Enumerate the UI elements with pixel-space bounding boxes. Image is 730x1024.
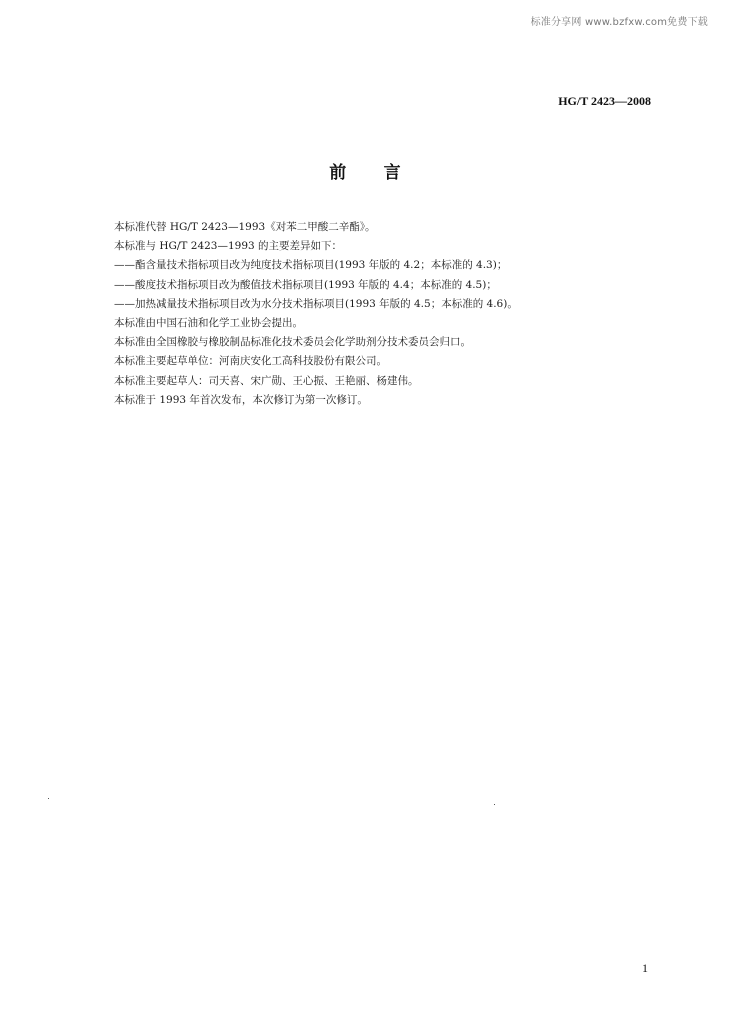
page-title: 前言: [329, 163, 439, 183]
watermark-text: 标准分享网 www.bzfxw.com免费下载: [530, 17, 708, 28]
paragraph-line: 本标准与 HG/T 2423—1993 的主要差异如下：: [114, 240, 343, 253]
paragraph-line: 本标准主要起草单位：河南庆安化工高科技股份有限公司。: [114, 355, 387, 368]
list-item: ——酯含量技术指标项目改为纯度技术指标项目(1993 年版的 4.2；本标准的 4.3)；: [114, 259, 508, 272]
scan-speck: [494, 804, 495, 805]
paragraph-line: 本标准由中国石油和化学工业协会提出。: [114, 317, 303, 330]
foreword-body: [114, 218, 634, 410]
page-number: 1: [642, 961, 648, 975]
paragraph-line: 本标准主要起草人：司天喜、宋广勋、王心振、王艳丽、杨建伟。: [114, 374, 419, 387]
list-item: ——酸度技术指标项目改为酸值技术指标项目(1993 年版的 4.4；本标准的 4.5)；: [114, 278, 497, 291]
paragraph-line: 本标准由全国橡胶与橡胶制品标准化技术委员会化学助剂分技术委员会归口。: [114, 336, 471, 349]
paragraph-line: 本标准于 1993 年首次发布，本次修订为第一次修订。: [114, 393, 368, 406]
list-item: ——加热减量技术指标项目改为水分技术指标项目(1993 年版的 4.5；本标准的 4.6)。: [114, 297, 518, 310]
scan-speck: [48, 798, 49, 799]
paragraph-line: 本标准代替 HG/T 2423—1993《对苯二甲酸二辛酯》。: [114, 221, 376, 233]
standard-code: HG/T 2423—2008: [558, 94, 651, 108]
